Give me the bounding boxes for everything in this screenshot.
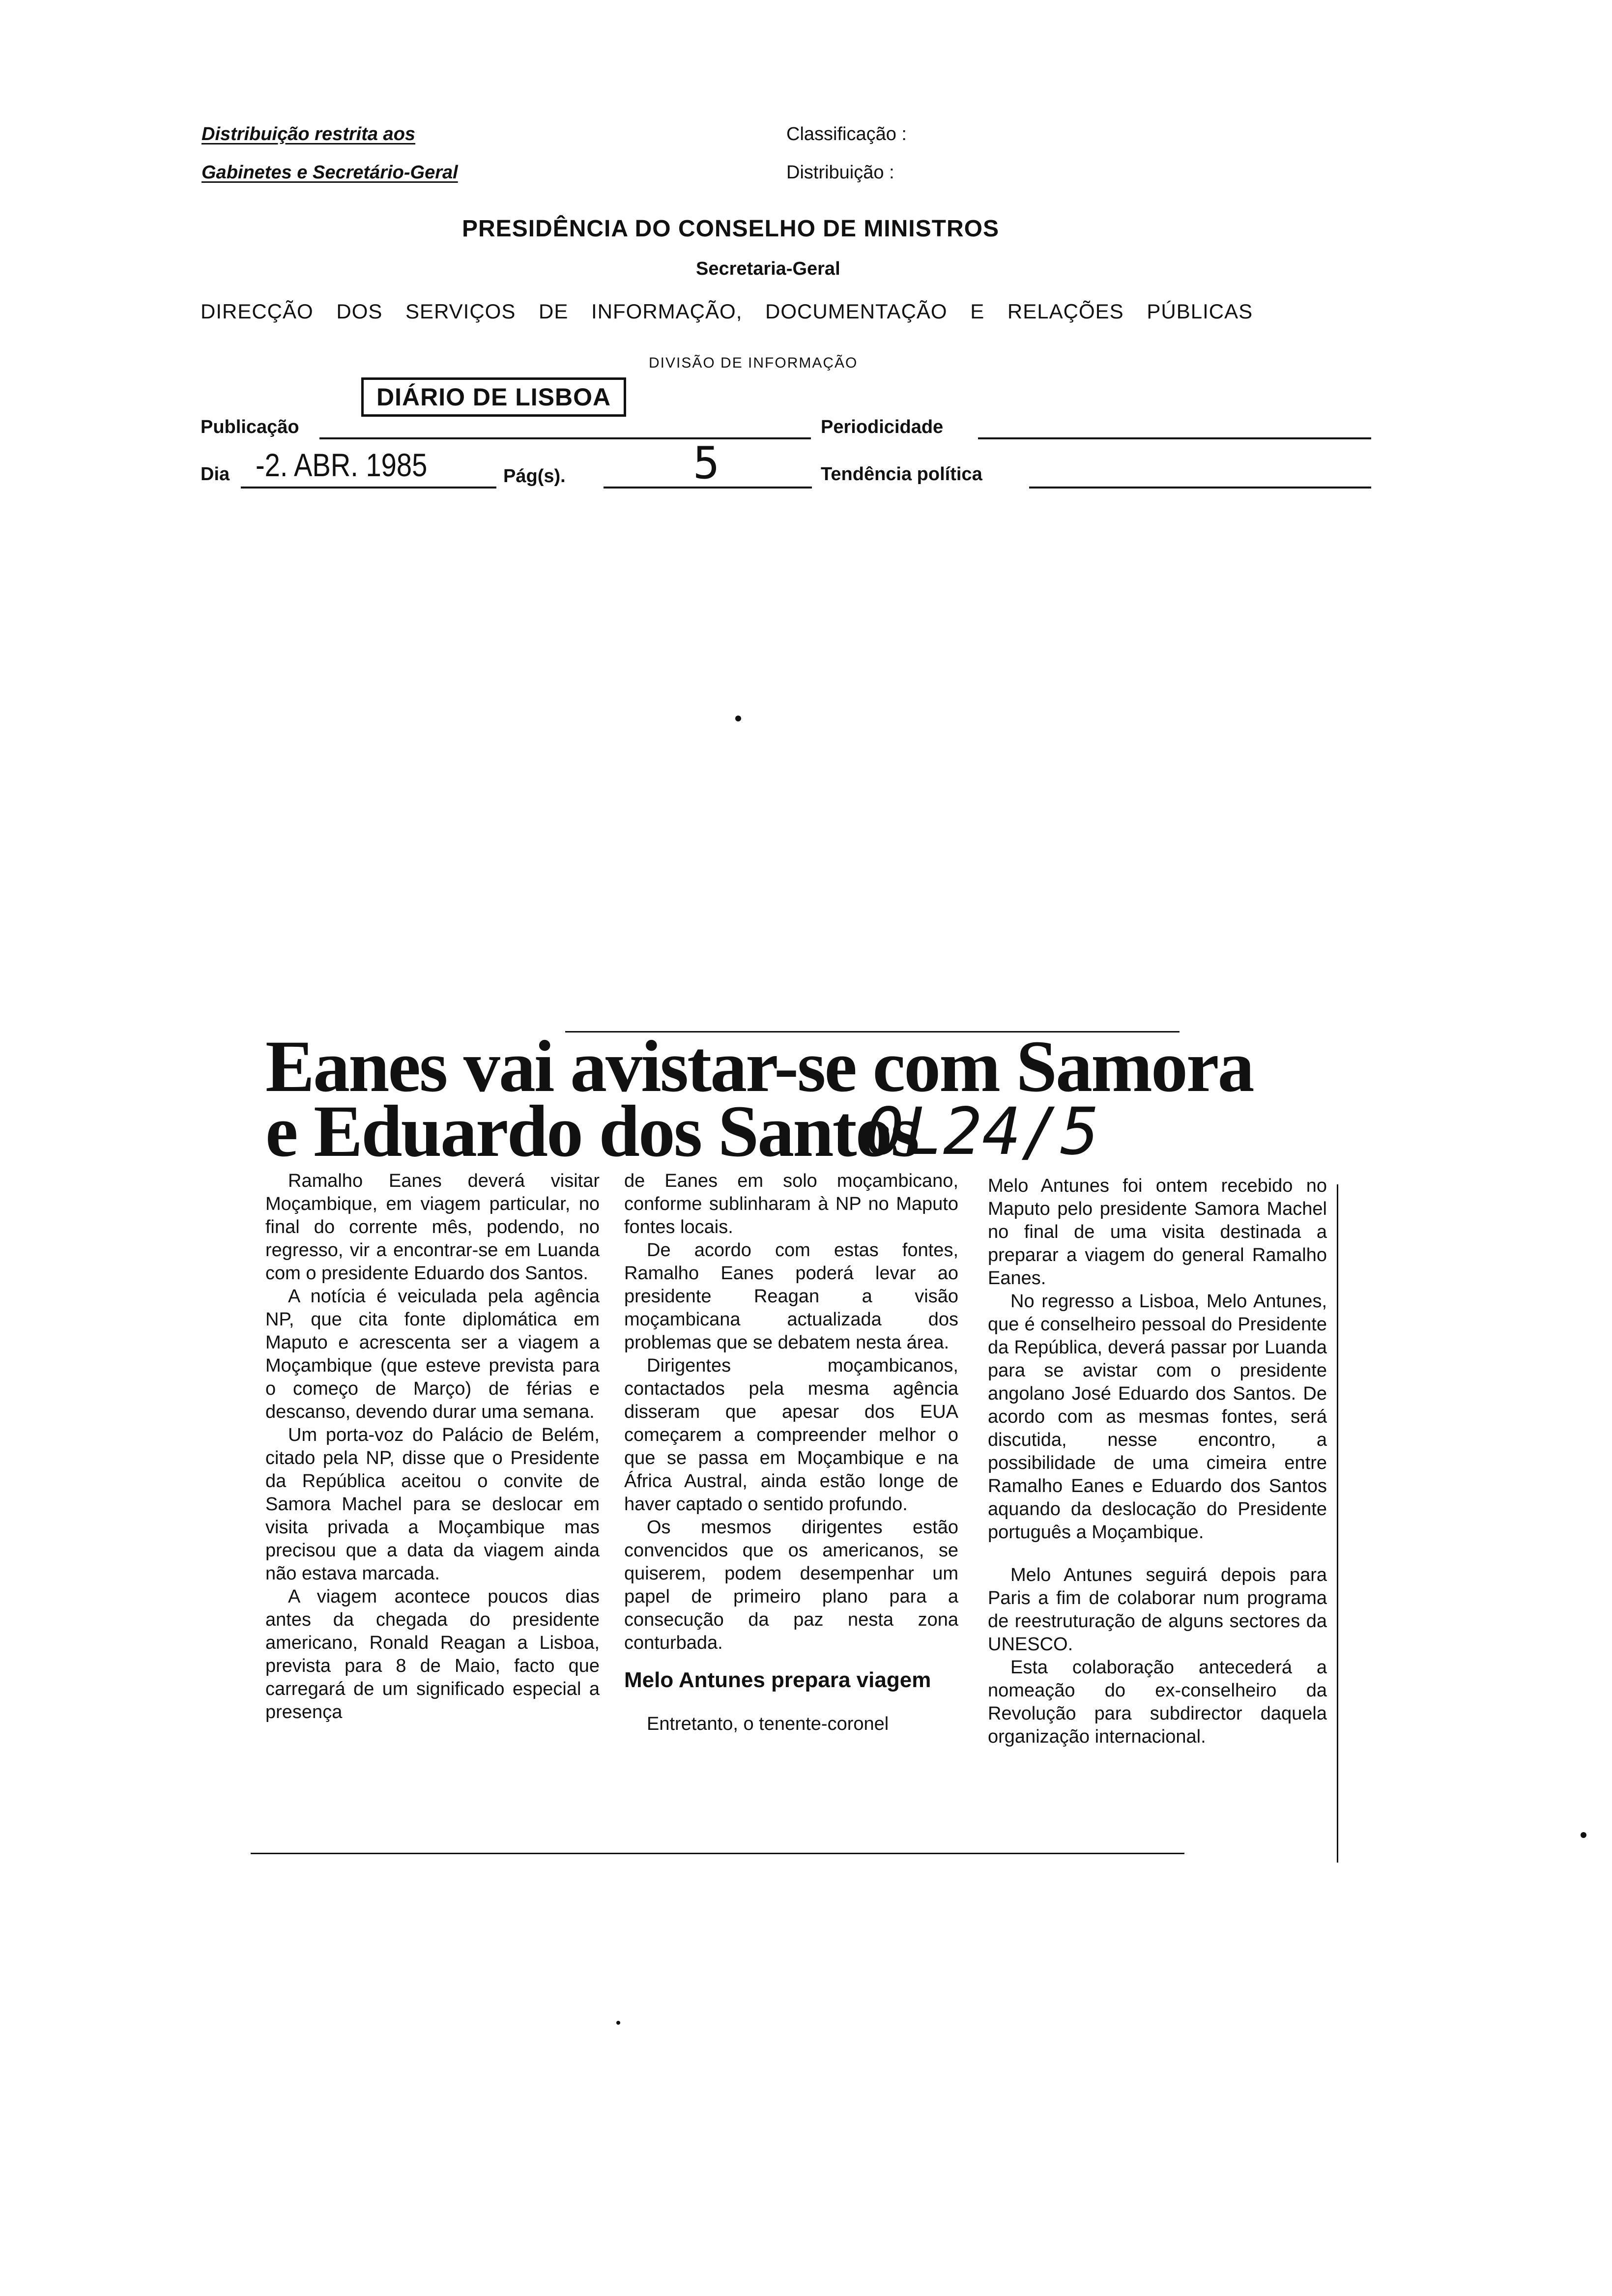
article-column-2 [624,1170,958,1736]
tendencia-label: Tendência política [821,464,982,485]
distribution-label: Distribuição : [786,162,894,183]
paragraph: de Eanes em solo moçambicano, conforme sublinharam à NP no Maputo fontes locais. [624,1171,958,1237]
paragraph: De acordo com estas fontes, Ramalho Eanes poderá levar ao presidente Reagan a visão moçambicana actualizada dos problemas que se debatem nesta área. [624,1240,958,1353]
dia-rule [241,487,496,488]
secretaria-geral: Secretaria-Geral [696,258,840,279]
dia-label: Dia [201,464,230,485]
paragraph: Um porta-voz do Palácio de Belém, citado pela NP, disse que o Presidente da República aceitou o convite de Samora Machel para se deslocar em visita privada a Moçambique mas precisou que a data da viagem ainda não estava marcada. [265,1425,600,1584]
presidencia-title: PRESIDÊNCIA DO CONSELHO DE MINISTROS [462,216,999,242]
clipping-right-edge [1337,1184,1338,1863]
periodicidade-rule [978,437,1371,439]
speck-mark [735,716,741,721]
direccao-line: DIRECÇÃO DOS SERVIÇOS DE INFORMAÇÃO, DOCUMENTAÇÃO E RELAÇÕES PÚBLICAS [201,300,1253,323]
classification-label: Classificação : [786,124,907,144]
pag-label: Pág(s). [503,466,566,487]
paragraph: No regresso a Lisboa, Melo Antunes, que é conselheiro pessoal do Presidente da República, deverá passar por Luanda para se avistar com o presidente angolano José Eduardo dos Santos. De acordo com as mesmas fontes, será discutida, nesse encontro, a possibilidade de uma cimeira entre Ramalho Eanes e Eduardo dos Santos aquando da deslocação do Presidente português a Moçambique. [988,1291,1327,1543]
paragraph: A viagem acontece poucos dias antes da chegada do presidente americano, Ronald Reagan a Lisboa, prevista para 8 de Maio, facto que carregará de um significado especial a presença [265,1586,600,1722]
pag-handwritten-value: 5 [693,437,720,489]
periodicidade-label: Periodicidade [821,417,944,437]
headline-line2: e Eduardo dos Santos [265,1091,918,1172]
publicacao-stamp: DIÁRIO DE LISBOA [361,377,626,417]
headline-line1: Eanes vai avistar-se com Samora [265,1026,1253,1107]
paragraph: Ramalho Eanes deverá visitar Moçambique, em viagem particular, no final do corrente mês, podendo, no regresso, vir a encontrar-se em Luanda com o presidente Eduardo dos Santos. [265,1171,600,1284]
paragraph: Os mesmos dirigentes estão convencidos que os americanos, se quiserem, podem desempenhar um papel de primeiro plano para a consecução da paz nesta zona conturbada. [624,1517,958,1653]
article-column-1 [265,1170,600,1724]
paragraph: Melo Antunes seguirá depois para Paris a fim de colaborar num programa de reestruturação de alguns sectores da UNESCO. [988,1565,1327,1655]
publicacao-label: Publicação [201,417,299,437]
paragraph: Dirigentes moçambicanos, contactados pela mesma agência disseram que apesar dos EUA começarem a compreender melhor o que se passa em Moçambique e na África Austral, ainda estão longe de haver captado o sentido profundo. [624,1355,958,1515]
paragraph: Esta colaboração antecederá a nomeação do ex-conselheiro da Revolução para subdirector daquela organização internacional. [988,1657,1327,1747]
divisao-informacao: DIVISÃO DE INFORMAÇÃO [649,355,858,371]
article-column-3 [988,1175,1327,1749]
distribution-restriction-line2: Gabinetes e Secretário-Geral [202,162,458,183]
speck-mark [616,2021,620,2025]
subheading: Melo Antunes prepara viagem [624,1668,931,1692]
dia-value-stamp: -2. ABR. 1985 [256,447,428,483]
tendencia-rule [1029,487,1371,488]
distribution-restriction-line1: Distribuição restrita aos [202,124,416,144]
handwritten-reference: 0L24/5 [865,1094,1099,1170]
paragraph: Entretanto, o tenente-coronel [647,1714,889,1734]
speck-mark [1581,1832,1586,1838]
paragraph: A notícia é veiculada pela agência NP, que cita fonte diplomática em Maputo e acrescenta ser a viagem a Moçambique (que esteve prevista para o começo de Março) de férias e descanso, devendo durar uma semana. [265,1286,600,1422]
publicacao-rule [319,437,811,439]
clipping-bottom-rule [251,1853,1184,1854]
paragraph: Melo Antunes foi ontem recebido no Maputo pelo presidente Samora Machel no final de uma visita destinada a preparar a viagem do general Ramalho Eanes. [988,1176,1327,1289]
